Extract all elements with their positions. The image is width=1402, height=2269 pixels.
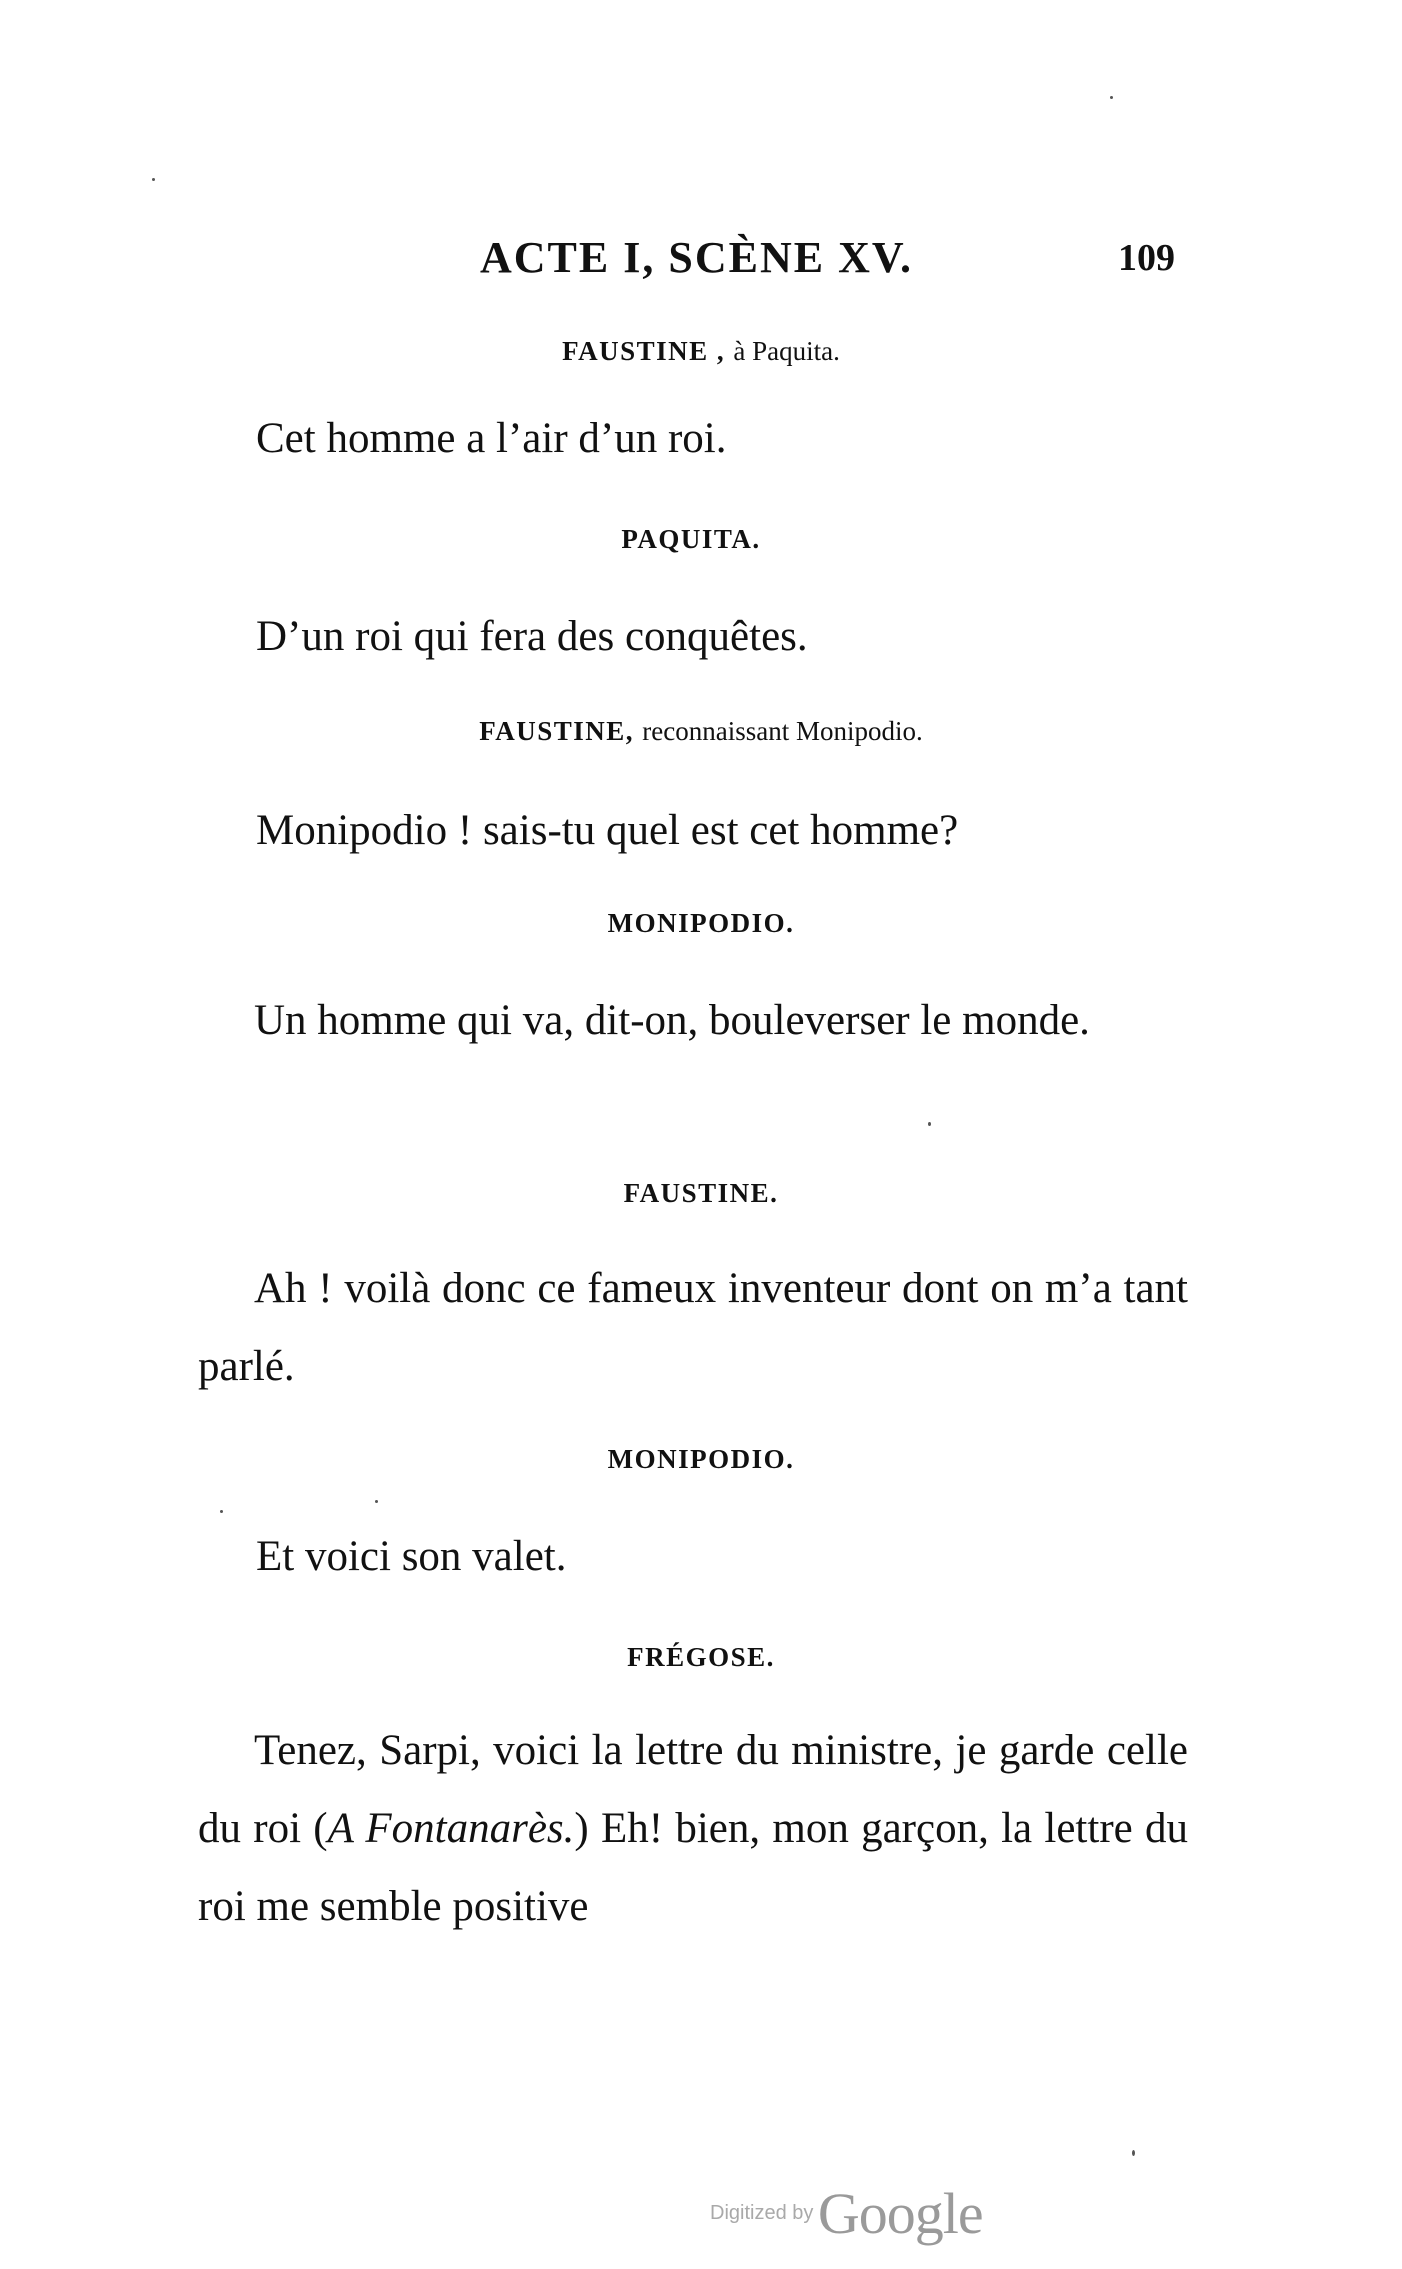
speaker-heading — [0, 524, 1392, 555]
speaker-heading — [0, 336, 1402, 367]
dialogue-line: Ah ! voilà donc ce fameux inventeur dont on m’a tant parlé. — [198, 1265, 1188, 1390]
speaker-heading — [0, 1642, 1402, 1673]
scan-speck — [1132, 2150, 1135, 2156]
dialogue-line: Cet homme a l’air d’un roi. — [256, 415, 727, 462]
speaker-name: FAUSTINE , — [562, 336, 726, 366]
speaker-heading — [0, 1178, 1402, 1209]
speaker-heading — [0, 908, 1402, 939]
scan-speck — [220, 1510, 223, 1513]
dialogue-line — [198, 1712, 1188, 1946]
speaker-name: MONIPODIO. — [607, 1444, 795, 1474]
scan-speck — [1110, 96, 1113, 99]
running-head — [0, 232, 1402, 292]
dialogue-text: ) Eh! bien, mon garçon, la lettre du roi me semble positive — [198, 1805, 1188, 1930]
speaker-heading — [0, 1444, 1402, 1475]
scan-speck — [375, 1500, 378, 1503]
speaker-heading — [0, 716, 1402, 747]
scan-speck — [928, 1122, 931, 1126]
act-scene-title: ACTE I, SCÈNE XV. — [480, 233, 913, 282]
dialogue-line: Monipodio ! sais-tu quel est cet homme? — [256, 807, 959, 854]
speaker-name: FAUSTINE, — [479, 716, 635, 746]
google-logo: Google — [817, 2181, 983, 2246]
stage-direction: à Paquita. — [733, 336, 840, 366]
digitized-footer — [710, 2180, 983, 2247]
scan-speck — [152, 178, 155, 181]
stage-direction: reconnaissant Monipodio. — [642, 716, 923, 746]
speaker-name: PAQUITA. — [621, 524, 761, 554]
digitized-label: Digitized by — [710, 2202, 814, 2224]
page-number: 109 — [1118, 237, 1175, 279]
speaker-name: MONIPODIO. — [607, 908, 795, 938]
dialogue-direction-italic: A Fontanarès. — [327, 1805, 575, 1852]
dialogue-text: Tenez, Sarpi, voici la lettre du ministre, je garde celle du roi ( — [198, 1727, 1188, 1852]
speaker-name: FAUSTINE. — [623, 1178, 779, 1208]
speaker-name: FRÉGOSE. — [627, 1642, 775, 1672]
dialogue-line: Et voici son valet. — [256, 1533, 567, 1580]
dialogue-line: Un homme qui va, dit-on, bouleverser le monde. — [254, 997, 1090, 1044]
dialogue-line: D’un roi qui fera des conquêtes. — [256, 613, 808, 660]
